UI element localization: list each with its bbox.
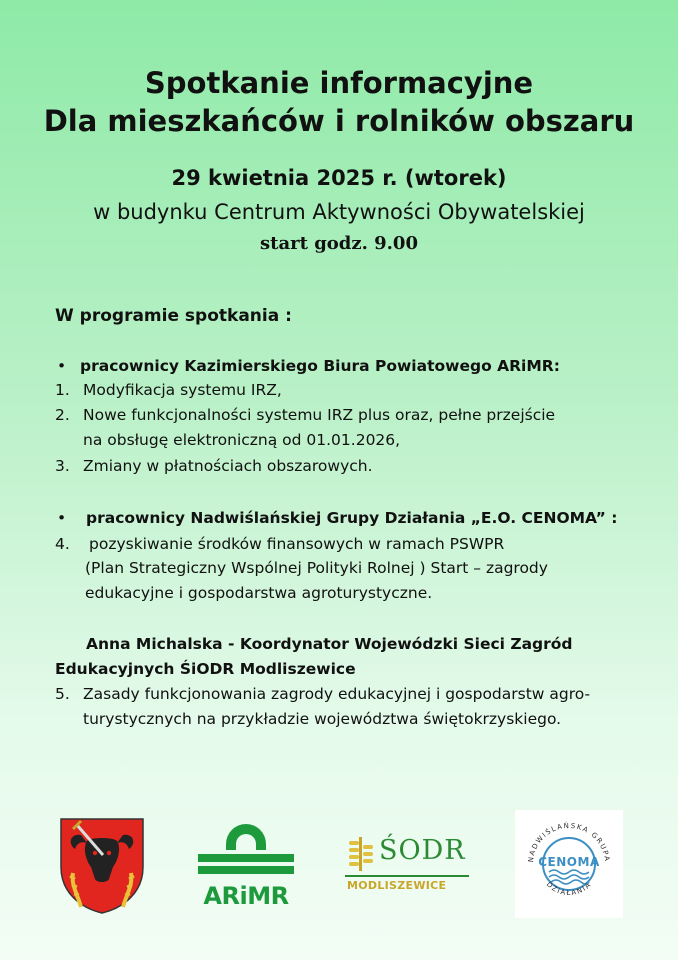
cenoma-ring-text: NADWIŚLAŃSKA GRUPA (526, 821, 612, 863)
coordinator-line-2: Edukacyjnych ŚiODR Modliszewice (55, 660, 356, 678)
arimr-logo (196, 820, 296, 912)
sodr-subtitle: MODLISZEWICE (347, 879, 447, 892)
cenoma-center-text: CENOMA (538, 855, 600, 869)
arimr-emblem-icon (196, 820, 296, 882)
item-number: 2. (55, 406, 70, 424)
bullet-icon: • (57, 509, 67, 527)
item-text: Nowe funkcjonalności systemu IRZ plus oraz, pełne przejście (83, 406, 556, 424)
item-text-continued: (Plan Strategiczny Wspólnej Polityki Rolnej ) Start – zagrody (85, 559, 548, 577)
cenoma-logo (515, 810, 623, 918)
item-number: 3. (55, 457, 70, 475)
item-text: Zasady funkcjonowania zagrody edukacyjnej i gospodarstw agro- (83, 685, 591, 703)
item-text-continued: edukacyjne i gospodarstwa agroturystyczne. (85, 584, 433, 602)
event-venue: w budynku Centrum Aktywności Obywatelskiej (93, 200, 585, 224)
sodr-divider (345, 875, 469, 877)
sodr-name: ŚODR (379, 835, 466, 866)
item-text: pozyskiwanie środków finansowych w ramach PSWPR (89, 535, 505, 553)
bullet-icon: • (57, 357, 67, 375)
arimr-label: ARiMR (203, 882, 289, 910)
start-time: start godz. 9.00 (260, 233, 418, 254)
item-number: 4. (55, 535, 70, 553)
item-text-continued: turystycznych na przykładzie województwa świętokrzyskiego. (83, 710, 562, 728)
item-number: 1. (55, 381, 70, 399)
cenoma-ring-bottom-text: DZIAŁANIA (544, 880, 594, 898)
wheat-icon (347, 837, 383, 875)
event-date: 29 kwietnia 2025 r. (wtorek) (171, 166, 507, 190)
kazimierza-crest-logo (57, 815, 147, 915)
item-number: 5. (55, 685, 70, 703)
coordinator-line-1: Anna Michalska - Koordynator Wojewódzki Sieci Zagród (86, 635, 573, 653)
title-line-1: Spotkanie informacyjne (144, 66, 534, 100)
title-line-2: Dla mieszkańców i rolników obszaru (43, 104, 635, 138)
crest-icon (57, 815, 147, 915)
program-heading: W programie spotkania : (55, 306, 292, 326)
section2-title: pracownicy Nadwiślańskiej Grupy Działania „E.O. CENOMA” : (86, 509, 618, 527)
item-text-continued: na obsługę elektroniczną od 01.01.2026, (83, 431, 401, 449)
item-text: Modyfikacja systemu IRZ, (83, 381, 282, 399)
item-text: Zmiany w płatnościach obszarowych. (83, 457, 373, 475)
section1-title: pracownicy Kazimierskiego Biura Powiatowego ARiMR: (80, 357, 560, 375)
sodr-logo (345, 835, 471, 897)
